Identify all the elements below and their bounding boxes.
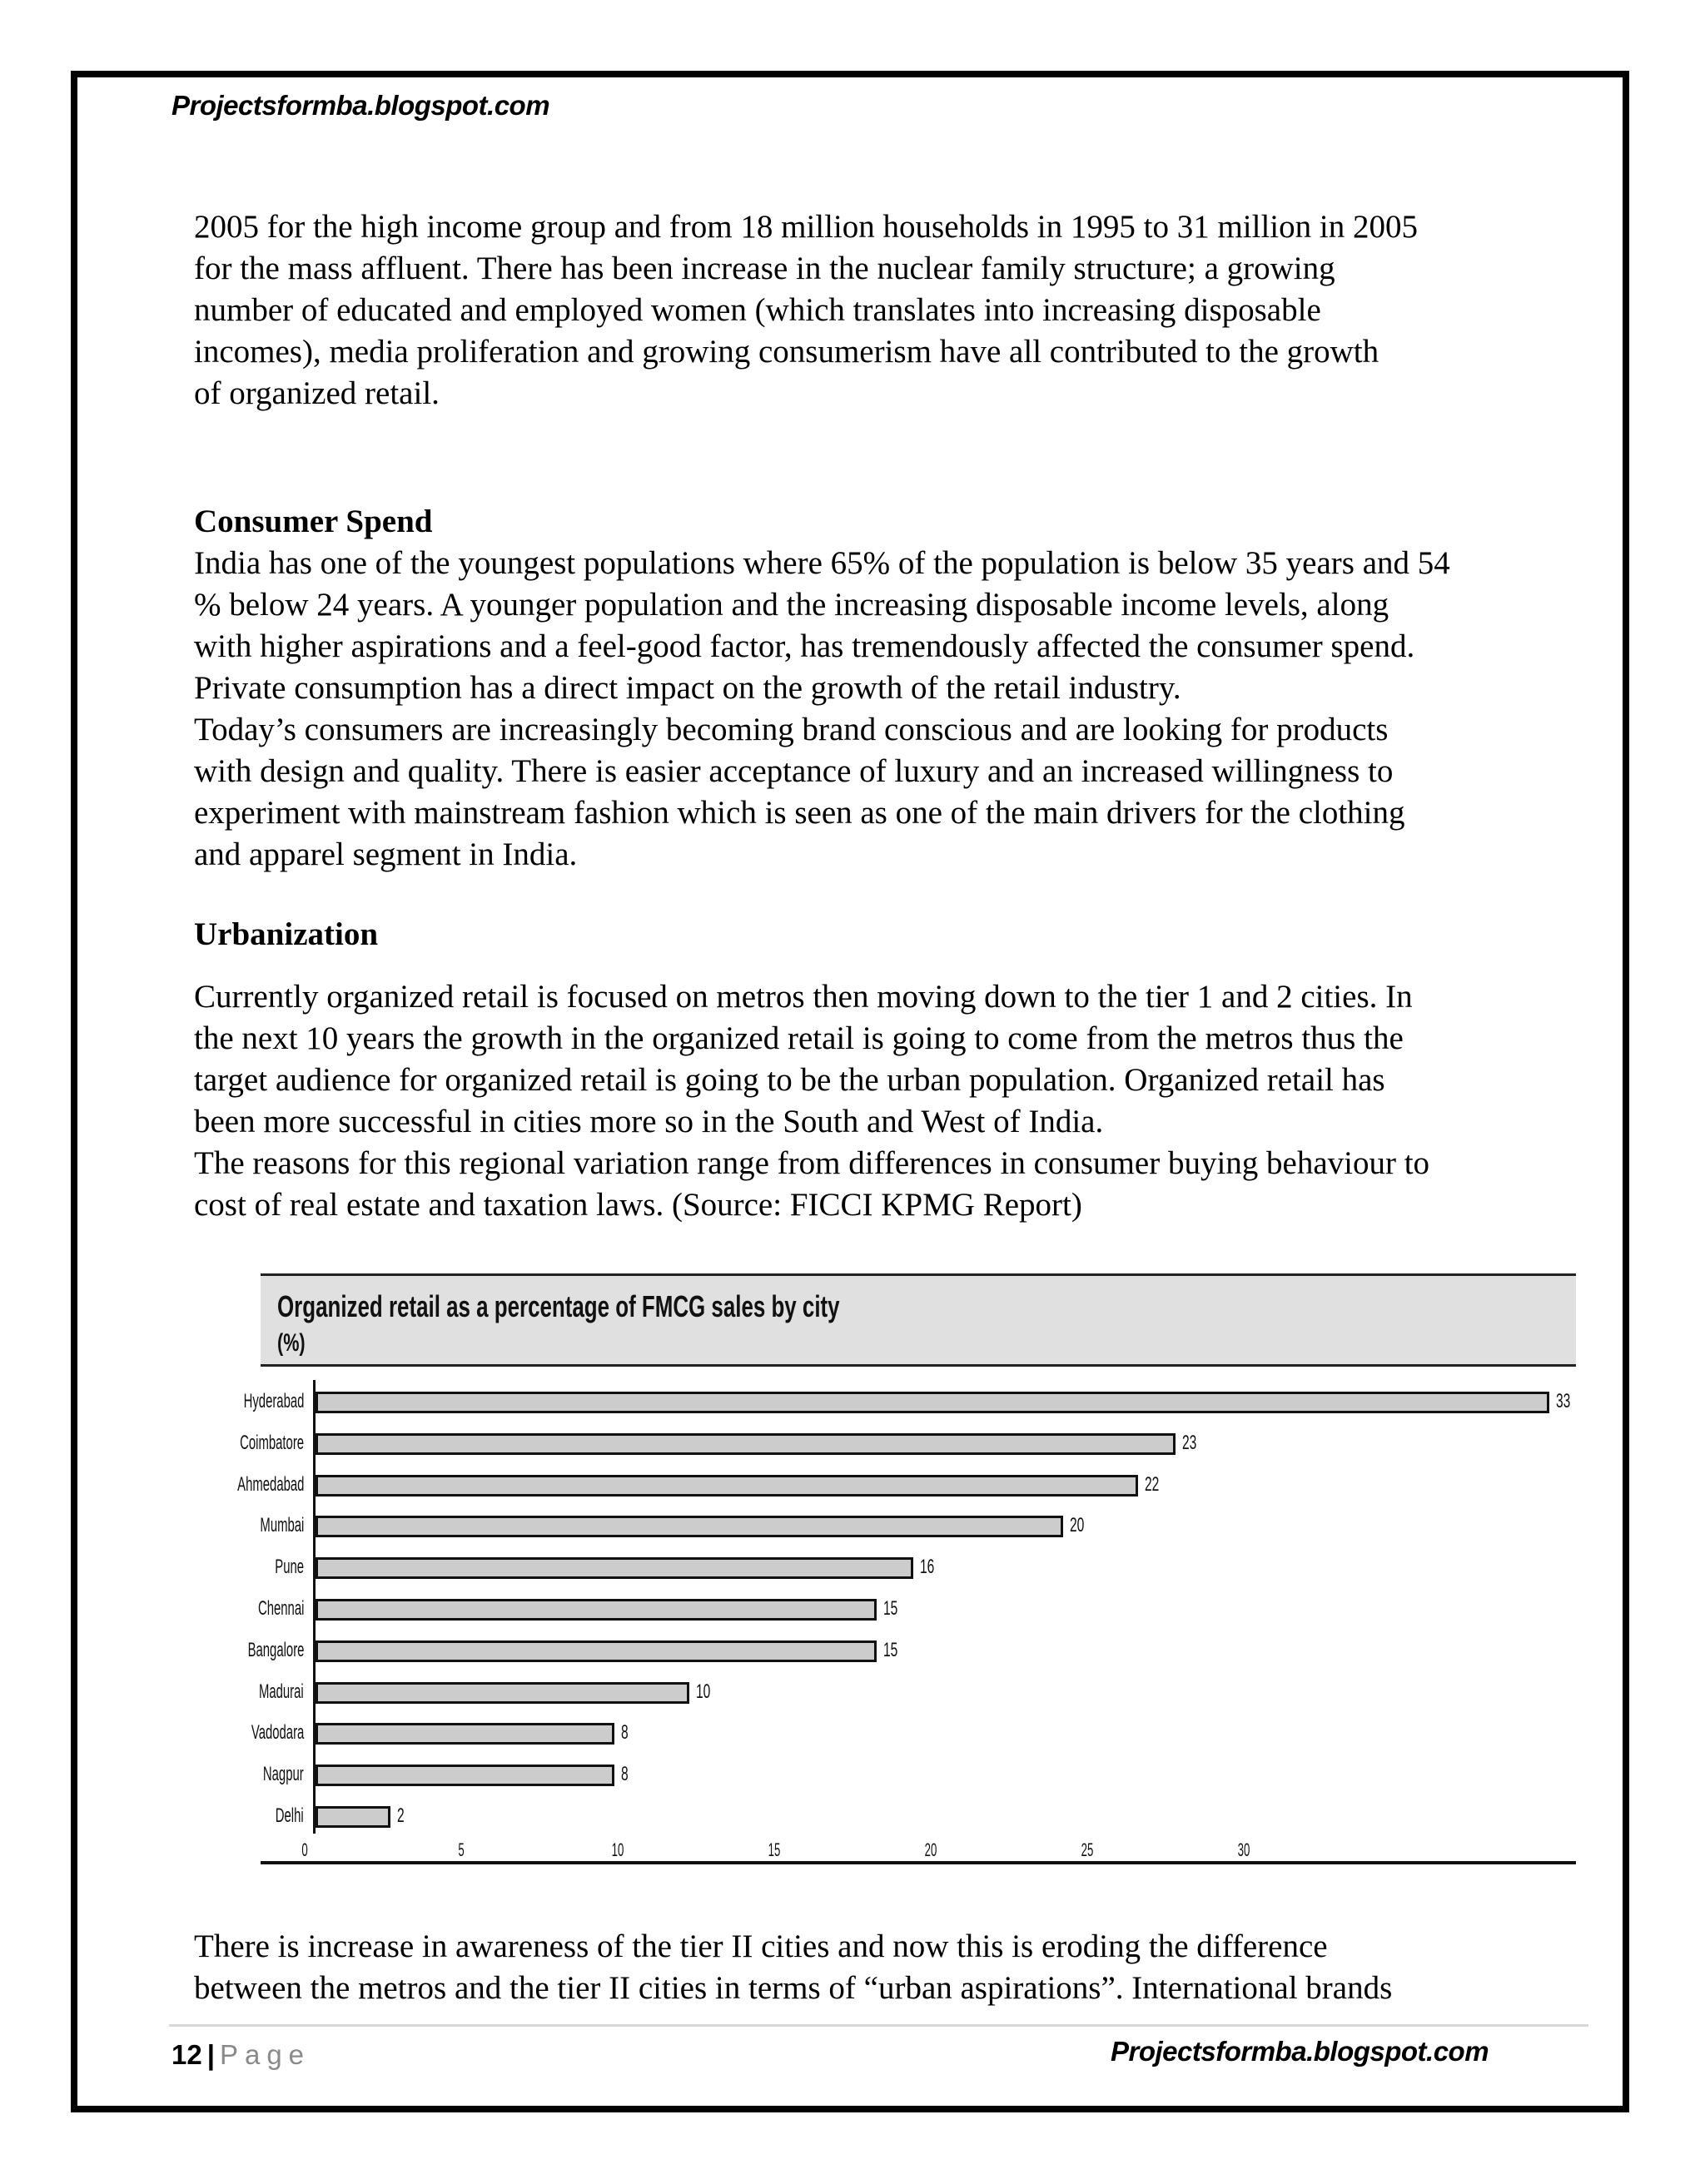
- footer-site-name: Projectsformba.blogspot.com: [1111, 2036, 1489, 2067]
- bar-value-label: 33: [1555, 1390, 1571, 1412]
- bar-category-label: Hyderabad: [243, 1390, 304, 1412]
- x-tick-label: 20: [924, 1839, 937, 1860]
- x-tick-label: 5: [458, 1839, 465, 1860]
- bar-value-label: 8: [621, 1721, 629, 1745]
- section-heading-consumer-spend: Consumer Spend: [194, 504, 433, 539]
- chart-title: Organized retail as a percentage of FMCG sales by city: [277, 1289, 840, 1323]
- text-line: of organized retail.: [194, 375, 440, 411]
- page-number: 12: [171, 2039, 202, 2070]
- urbanization-paragraph: [194, 976, 1593, 1226]
- chart-unit-label: (%): [277, 1329, 306, 1357]
- page-separator: |: [206, 2039, 215, 2070]
- text-line: and apparel segment in India.: [194, 836, 578, 872]
- closing-paragraph: [194, 1926, 1593, 2009]
- bar: [316, 1599, 877, 1621]
- bar-category-label: Ahmedabad: [236, 1472, 304, 1496]
- x-tick-label: 15: [768, 1839, 781, 1860]
- bar-category-label: Nagpur: [263, 1763, 304, 1786]
- text-line: % below 24 years. A younger population and the increasing disposable income levels, along: [194, 587, 1389, 623]
- bar-category-label: Mumbai: [260, 1514, 304, 1537]
- bar-value-label: 16: [920, 1556, 935, 1579]
- bar: [316, 1682, 689, 1704]
- text-line: There is increase in awareness of the tier II cities and now this is eroding the difference: [194, 1928, 1328, 1964]
- bar-row: [191, 1433, 1590, 1455]
- text-line: for the mass affluent. There has been increase in the nuclear family structure; a growing: [194, 251, 1335, 286]
- chart-title-box: [261, 1273, 1576, 1367]
- text-line: target audience for organized retail is going to be the urban population. Organized retail has: [194, 1062, 1385, 1098]
- bar-row: [191, 1765, 1590, 1786]
- bar-row: [191, 1806, 1590, 1828]
- text-line: cost of real estate and taxation laws. (Source: FICCI KPMG Report): [194, 1187, 1082, 1223]
- bar-category-label: Vadodara: [251, 1721, 304, 1745]
- bar-row: [191, 1392, 1590, 1413]
- bar: [316, 1475, 1138, 1497]
- bar-category-label: Bangalore: [247, 1638, 304, 1661]
- footer-divider: [169, 2024, 1588, 2027]
- text-line: experiment with mainstream fashion which is seen as one of the main drivers for the clothing: [194, 795, 1405, 831]
- bar-row: [191, 1557, 1590, 1579]
- text-line: 2005 for the high income group and from 18 million households in 1995 to 31 million in 2005: [194, 209, 1418, 245]
- header-site-name: Projectsformba.blogspot.com: [171, 90, 550, 121]
- bar-value-label: 15: [882, 1597, 897, 1620]
- bar-row: [191, 1472, 1590, 1497]
- x-tick-label: 10: [611, 1839, 624, 1860]
- text-line: between the metros and the tier II cities in terms of “urban aspirations”. International brands: [194, 1970, 1393, 2006]
- bar-category-label: Pune: [275, 1556, 304, 1579]
- bar-category-label: Chennai: [257, 1597, 304, 1620]
- text-line: with design and quality. There is easier acceptance of luxury and an increased willingness to: [194, 753, 1394, 789]
- text-line: Today’s consumers are increasingly becoming brand conscious and are looking for products: [194, 712, 1389, 747]
- bar: [316, 1723, 614, 1745]
- bar-category-label: Coimbatore: [240, 1431, 304, 1454]
- text-line: with higher aspirations and a feel-good factor, has tremendously affected the consumer spend.: [194, 628, 1415, 664]
- text-line: The reasons for this regional variation range from differences in consumer buying behaviour to: [194, 1145, 1430, 1181]
- page-word: Page: [219, 2039, 311, 2070]
- text-line: Private consumption has a direct impact on the growth of the retail industry.: [194, 670, 1181, 706]
- bar-value-label: 10: [696, 1680, 711, 1703]
- intro-paragraph: [194, 206, 1593, 414]
- bar-value-label: 2: [396, 1804, 405, 1827]
- bar-value-label: 20: [1070, 1514, 1085, 1537]
- x-tick-label: 0: [301, 1839, 308, 1860]
- bar: [316, 1433, 1176, 1455]
- bar: [316, 1765, 614, 1786]
- bar: [316, 1806, 390, 1828]
- bar-row: [191, 1516, 1590, 1537]
- bar-row: [191, 1723, 1590, 1745]
- bar-value-label: 22: [1144, 1472, 1160, 1496]
- footer-page-number: [171, 2039, 311, 2071]
- bar-row: [191, 1682, 1590, 1704]
- bar: [316, 1557, 913, 1579]
- text-line: India has one of the youngest populations where 65% of the population is below 35 years and 54: [194, 545, 1450, 581]
- bar: [316, 1392, 1549, 1413]
- text-line: incomes), media proliferation and growing consumerism have all contributed to the growth: [194, 334, 1379, 370]
- bar-value-label: 15: [882, 1638, 897, 1661]
- consumer-spend-paragraph: [194, 543, 1593, 876]
- text-line: number of educated and employed women (which translates into increasing disposable: [194, 292, 1321, 328]
- bar-value-label: 8: [621, 1763, 629, 1786]
- section-heading-urbanization: Urbanization: [194, 916, 379, 952]
- bar-category-label: Delhi: [276, 1804, 304, 1827]
- bar: [316, 1640, 877, 1662]
- bar: [316, 1516, 1063, 1537]
- text-line: the next 10 years the growth in the organized retail is going to come from the metros thus the: [194, 1020, 1404, 1056]
- text-line: been more successful in cities more so in the South and West of India.: [194, 1104, 1104, 1139]
- bar-value-label: 23: [1181, 1431, 1197, 1454]
- x-axis: [261, 1861, 1576, 1864]
- text-line: Currently organized retail is focused on metros then moving down to the tier 1 and 2 cities. In: [194, 979, 1413, 1015]
- bar-category-label: Madurai: [259, 1680, 304, 1703]
- bar-chart-fmcg-by-city: [191, 1269, 1590, 1869]
- bar-row: [191, 1640, 1590, 1662]
- bar-row: [191, 1599, 1590, 1621]
- x-tick-label: 30: [1237, 1839, 1250, 1860]
- x-tick-label: 25: [1081, 1839, 1094, 1860]
